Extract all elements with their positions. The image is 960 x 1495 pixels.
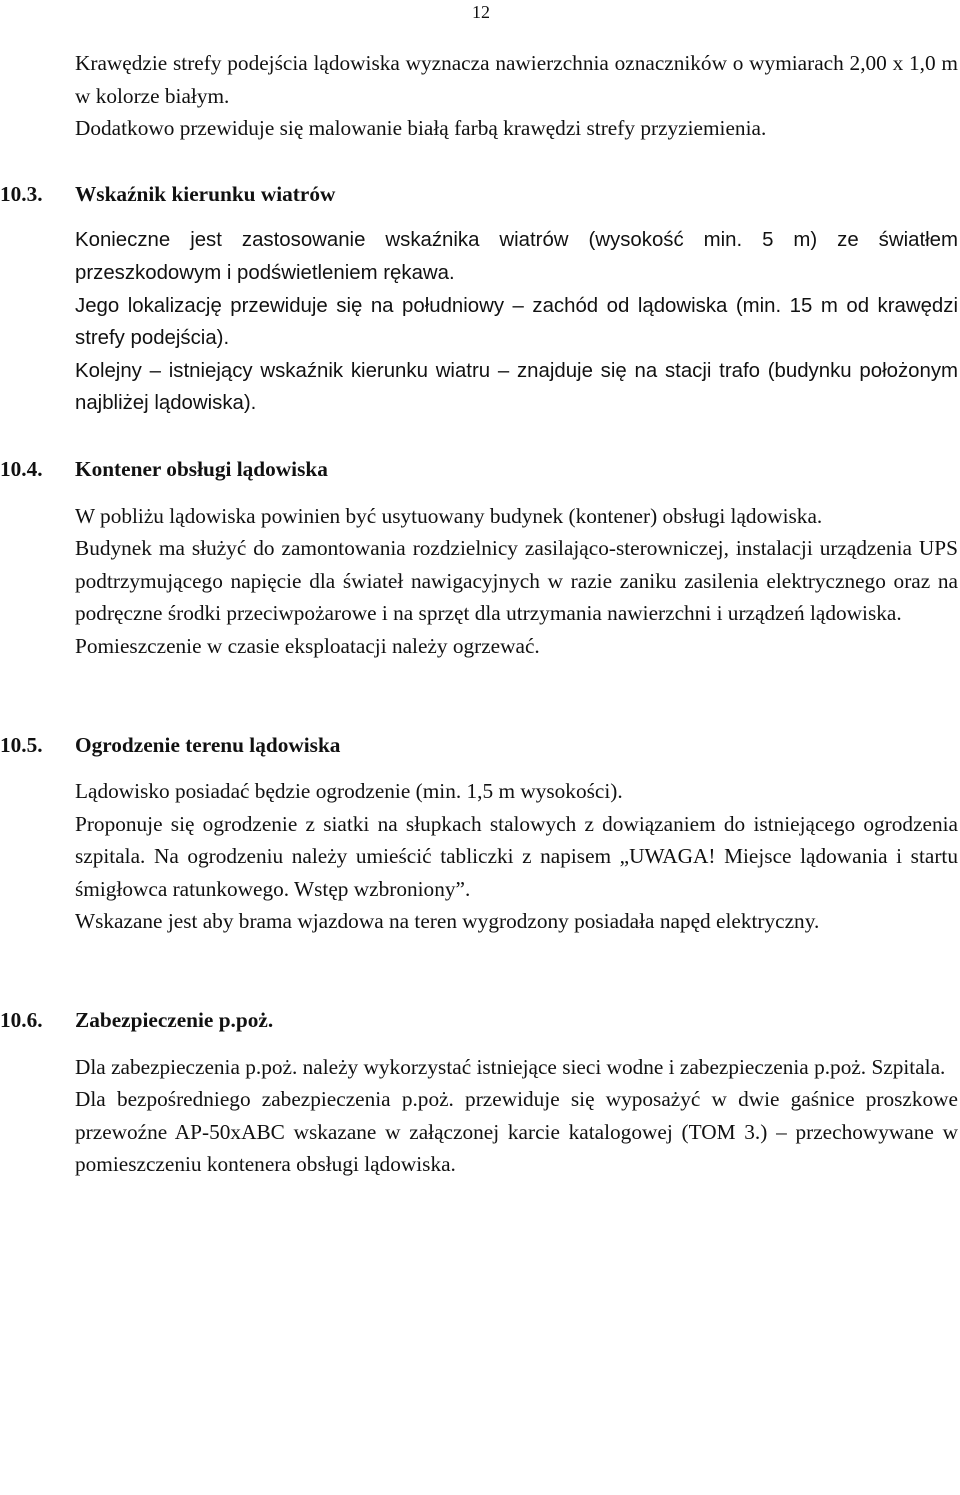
section-number: 10.5. <box>0 732 43 757</box>
section-paragraph: Konieczne jest zastosowanie wskaźnika wiatrów (wysokość min. 5 m) ze światłem przeszkodowym i podświetleniem rękawa. <box>75 229 958 284</box>
intro-paragraph-2: Dodatkowo przewiduje się malowanie białą farbą krawędzi strefy przyziemienia. <box>75 116 767 141</box>
section-heading-10-6 <box>0 1004 958 1037</box>
document-body <box>0 47 958 1181</box>
section-heading-10-4 <box>0 453 958 486</box>
section-paragraph: Pomieszczenie w czasie eksploatacji należy ogrzewać. <box>75 633 540 658</box>
section-number: 10.6. <box>0 1008 43 1033</box>
section-title: Zabezpieczenie p.poż. <box>75 1008 274 1033</box>
section-paragraph: Proponuje się ogrodzenie z siatki na słupkach stalowych z dowiązaniem do istniejącego ogrodzenia szpitala. Na ogrodzeniu należy umieścić tabliczki z napisem „UWAGA! Miejsce lądowania i startu śmigłowca ratunkowego. Wstęp wzbroniony”. <box>75 811 958 901</box>
section-title: Kontener obsługi lądowiska <box>75 456 328 481</box>
section-paragraph: Budynek ma służyć do zamontowania rozdzielnicy zasilająco-sterowniczej, instalacji urządzenia UPS podtrzymującego napięcie dla świateł nawigacyjnych w razie zaniku zasilenia elektrycznego oraz na podręczne środki przeciwpożarowe i na sprzęt dla utrzymania nawierzchni i urządzeń lądowiska. <box>75 536 958 626</box>
section-paragraph: Dla bezpośredniego zabezpieczenia p.poż. przewiduje się wyposażyć w dwie gaśnice proszkowe przewoźne AP-50xABC wskazane w załączonej karcie katalogowej (TOM 3.) – przechowywane w pomieszczeniu kontenera obsługi lądowiska. <box>75 1087 958 1177</box>
section-title: Ogrodzenie terenu lądowiska <box>75 732 341 757</box>
section-title: Wskaźnik kierunku wiatrów <box>75 181 336 206</box>
intro-paragraph-1: Krawędzie strefy podejścia lądowiska wyznacza nawierzchnia oznaczników o wymiarach 2,00 x 1,0 m w kolorze białym. <box>75 51 958 108</box>
section-heading-10-5 <box>0 729 958 762</box>
section-paragraph: Jego lokalizację przewiduje się na południowy – zachód od lądowiska (min. 15 m od krawędzi strefy podejścia). <box>75 294 958 350</box>
section-number: 10.4. <box>0 456 43 481</box>
section-number: 10.3. <box>0 181 43 206</box>
section-paragraph: Kolejny – istniejący wskaźnik kierunku wiatru – znajduje się na stacji trafo (budynku położonym najbliżej lądowiska). <box>75 359 958 415</box>
section-paragraph: Lądowisko posiadać będzie ogrodzenie (min. 1,5 m wysokości). <box>75 779 623 804</box>
page-number: 12 <box>472 2 490 22</box>
section-paragraph: Wskazane jest aby brama wjazdowa na teren wygrodzony posiadała napęd elektryczny. <box>75 909 820 934</box>
section-heading-10-3 <box>0 178 958 211</box>
section-paragraph: W pobliżu lądowiska powinien być usytuowany budynek (kontener) obsługi lądowiska. <box>75 503 823 528</box>
section-paragraph: Dla zabezpieczenia p.poż. należy wykorzystać istniejące sieci wodne i zabezpieczenia p.poż. Szpitala. <box>75 1054 946 1079</box>
